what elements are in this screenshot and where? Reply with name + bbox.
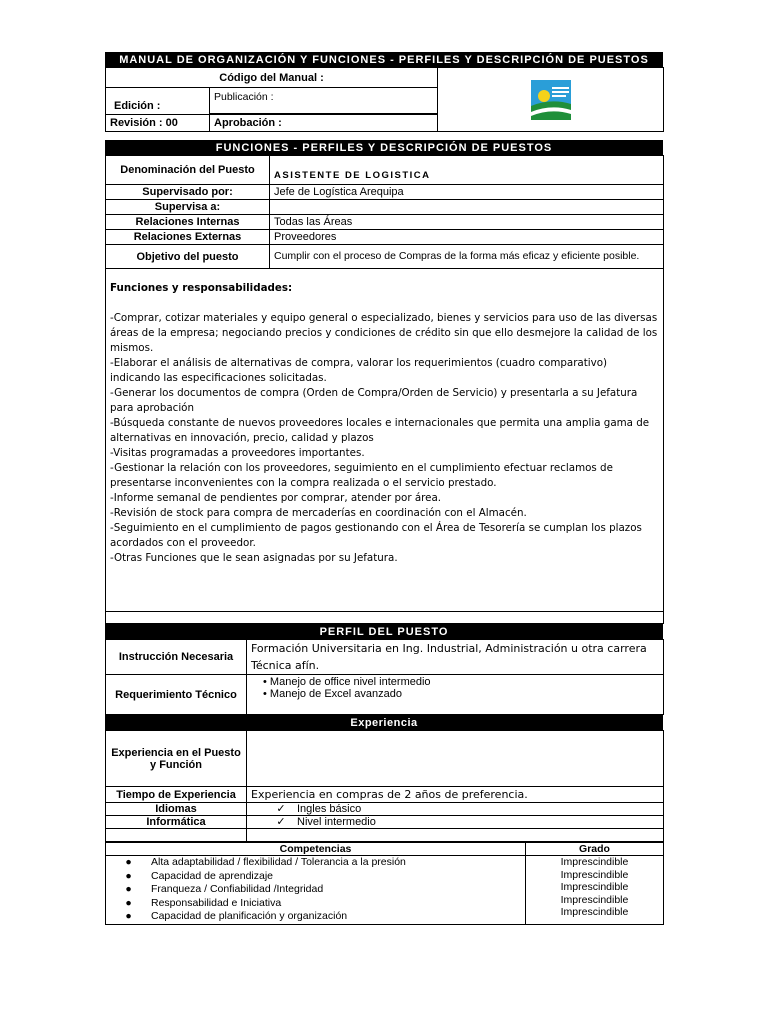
- experiencia-table: [105, 730, 664, 842]
- competencias-header: Competencias: [106, 843, 526, 856]
- funciones-table: [105, 155, 664, 624]
- resp-line: -Otras Funciones que le sean asignadas por su Jefatura.: [110, 552, 398, 564]
- grado-item: Imprescindible: [560, 868, 629, 881]
- relaciones-internas-label: Relaciones Internas: [106, 215, 270, 230]
- bullet-icon: ●: [125, 856, 132, 868]
- informatica-value: [247, 816, 664, 829]
- grado-item: Imprescindible: [560, 881, 629, 894]
- funciones-footer-row: [106, 612, 664, 624]
- resp-line: -Seguimiento en el cumplimiento de pagos gestionando con el Área de Tesorería se cumplan los plazos acordados con el proveedor.: [110, 522, 642, 549]
- publicacion-label: Publicación :: [210, 88, 438, 114]
- responsabilidades-section: [106, 269, 664, 612]
- resp-line: -Búsqueda constante de nuevos proveedores locales e internacionales que permita una amplia gama de alternativas en innovación, precio, calidad y plazos: [110, 417, 650, 444]
- supervisado-label: Supervisado por:: [106, 185, 270, 200]
- perfil-table: [105, 639, 664, 715]
- competencia-text: Capacidad de aprendizaje: [151, 869, 274, 882]
- req-item: • Manejo de office nivel intermedio: [263, 676, 659, 688]
- denominacion-value: ASISTENTE DE LOGISTICA: [270, 156, 664, 185]
- informatica-label: Informática: [106, 816, 247, 829]
- resp-line: -Informe semanal de pendientes por comprar, atender por área.: [110, 492, 442, 504]
- resp-line: -Comprar, cotizar materiales y equipo general o especializado, bienes y servicios para uso de las diversas áreas de la empresa; negociando precios y condiciones de crédito sin que ello desmejore la calidad de los mismos.: [110, 312, 658, 354]
- manual-title-bar: MANUAL DE ORGANIZACIÓN Y FUNCIONES - PERFILES Y DESCRIPCIÓN DE PUESTOS: [105, 52, 663, 67]
- resp-line: -Gestionar la relación con los proveedores, seguimiento en el cumplimiento efectuar reclamos de presentarse inconvenientes con la compra realizada o el servicio prestado.: [110, 462, 613, 489]
- grado-item: Imprescindible: [560, 906, 629, 919]
- competencias-table: [105, 842, 664, 925]
- resp-line: -Visitas programadas a proveedores importantes.: [110, 447, 365, 459]
- funciones-title-bar: FUNCIONES - PERFILES Y DESCRIPCIÓN DE PUESTOS: [105, 140, 663, 155]
- competencia-item: [106, 856, 525, 870]
- idiomas-value: [247, 803, 664, 816]
- idiomas-text: Ingles básico: [297, 803, 362, 815]
- grado-list-cell: [526, 856, 664, 925]
- resp-line: -Elaborar el análisis de alternativas de compra, valorar los requerimientos (cuadro comparativo) indicando las especificaciones solicitadas.: [110, 357, 608, 384]
- grado-item: Imprescindible: [560, 893, 629, 906]
- instruccion-label: Instrucción Necesaria: [106, 640, 247, 675]
- bullet-icon: ●: [125, 883, 132, 896]
- instruccion-value: Formación Universitaria en Ing. Industrial, Administración u otra carrera Técnica afín.: [247, 640, 664, 675]
- experiencia-title-bar: Experiencia: [105, 715, 663, 730]
- competencia-text: Alta adaptabilidad / flexibilidad / Tolerancia a la presión: [151, 856, 406, 868]
- requerimiento-label: Requerimiento Técnico: [106, 675, 247, 715]
- grado-item: Imprescindible: [560, 856, 629, 868]
- supervisa-value: [270, 200, 664, 215]
- check-icon: ✓: [276, 816, 286, 828]
- perfil-title-bar: PERFIL DEL PUESTO: [105, 624, 663, 639]
- competencia-item: [106, 870, 525, 884]
- relaciones-externas-value: Proveedores: [270, 230, 664, 245]
- revision-label: Revisión : 00: [106, 115, 210, 132]
- codigo-manual-label: Código del Manual :: [106, 68, 438, 88]
- tiempo-label: Tiempo de Experiencia: [106, 787, 247, 803]
- objetivo-value: Cumplir con el proceso de Compras de la forma más eficaz y eficiente posible.: [270, 245, 664, 269]
- supervisado-value: Jefe de Logística Arequipa: [270, 185, 664, 200]
- responsabilidades-title: Funciones y responsabilidades:: [110, 282, 293, 294]
- requerimiento-value: [247, 675, 664, 715]
- objetivo-label: Objetivo del puesto: [106, 245, 270, 269]
- competencias-list-cell: [106, 856, 526, 925]
- competencia-item: [106, 910, 525, 924]
- bullet-icon: ●: [125, 869, 132, 882]
- supervisa-label: Supervisa a:: [106, 200, 270, 215]
- req-item: • Manejo de Excel avanzado: [263, 688, 659, 700]
- competencia-text: Responsabilidad e Iniciativa: [151, 896, 282, 909]
- company-logo-icon: [530, 79, 572, 121]
- resp-line: -Revisión de stock para compra de mercaderías en coordinación con el Almacén.: [110, 507, 527, 519]
- experiencia-label: Experiencia en el Puesto y Función: [106, 731, 247, 787]
- competencia-text: Franqueza / Confiabilidad /Integridad: [151, 883, 324, 896]
- check-icon: ✓: [276, 803, 286, 815]
- tiempo-value: Experiencia en compras de 2 años de preferencia.: [247, 787, 664, 803]
- aprobacion-label: Aprobación :: [210, 115, 438, 132]
- competencia-item: [106, 883, 525, 897]
- document-page: [105, 52, 663, 925]
- edicion-label: Edición :: [106, 88, 210, 115]
- informatica-text: Nivel intermedio: [297, 816, 376, 828]
- blank-value-cell: [247, 829, 664, 842]
- denominacion-label: Denominación del Puesto: [106, 156, 270, 185]
- relaciones-internas-value: Todas las Áreas: [270, 215, 664, 230]
- grado-header: Grado: [526, 843, 664, 856]
- logo-cell: [438, 68, 664, 132]
- competencia-text: Capacidad de planificación y organización: [151, 910, 348, 923]
- manual-header-table: [105, 67, 664, 132]
- bullet-icon: ●: [125, 896, 132, 909]
- blank-label-cell: [106, 829, 247, 842]
- experiencia-value: [247, 731, 664, 787]
- resp-line: -Generar los documentos de compra (Orden de Compra/Orden de Servicio) y presentarla a su Jefatura para aprobación: [110, 387, 638, 414]
- relaciones-externas-label: Relaciones Externas: [106, 230, 270, 245]
- idiomas-label: Idiomas: [106, 803, 247, 816]
- competencia-item: [106, 897, 525, 911]
- bullet-icon: ●: [125, 910, 132, 923]
